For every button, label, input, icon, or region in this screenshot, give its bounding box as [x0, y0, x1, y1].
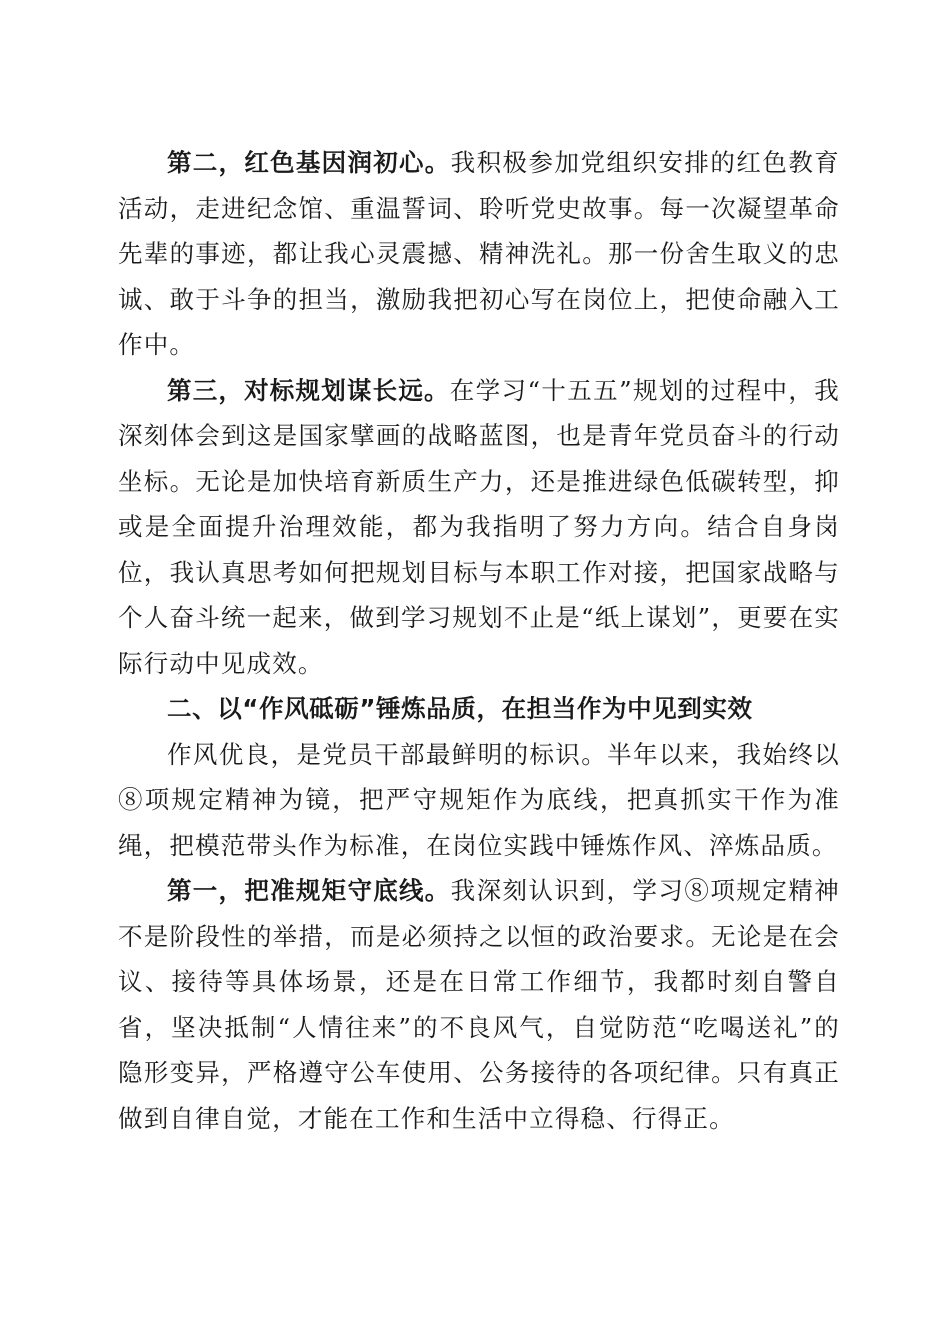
paragraph-body: 我积极参加党组织安排的红色教育活动，走进纪念馆、重温誓词、聆听党史故事。每一次凝望革命先辈的事迹，都让我心灵震撼、精神洗礼。那一份舍生取义的忠诚、敢于斗争的担当，激励我把初心写在岗位上，把使命融入工作中。 — [118, 148, 841, 359]
document-page — [118, 140, 840, 1141]
section-heading: 二、以“作风砥砺”锤炼品质，在担当作为中见到实效 — [167, 694, 753, 723]
paragraph-lead: 第二，红色基因润初心。 — [167, 148, 451, 177]
paragraph-body: 我深刻认识到，学习⑧项规定精神不是阶段性的举措，而是必须持之以恒的政治要求。无论是在会议、接待等具体场景，还是在日常工作细节，我都时刻自警自省，坚决抵制“人情往来”的不良风气，自觉防范“吃喝送礼”的隐形变异，严格遵守公车使用、公务接待的各项纪律。只有真正做到自律自觉，才能在工作和生活中立得稳、行得正。 — [118, 876, 841, 1133]
paragraph-lead: 第三，对标规划谋长远。 — [167, 375, 450, 405]
paragraph-lead: 第一，把准规矩守底线。 — [167, 876, 451, 905]
paragraph-body: 在学习“十五五”规划的过程中，我深刻体会到这是国家擘画的战略蓝图，也是青年党员奋斗的行动坐标。无论是加快培育新质生产力，还是推进绿色低碳转型，抑或是全面提升治理效能，都为我指明了努力方向。结合自身岗位，我认真思考如何把规划目标与本职工作对接，把国家战略与个人奋斗统一起来，做到学习规划不止是“纸上谋划”，更要在实际行动中见成效。 — [118, 375, 841, 678]
paragraph-first — [118, 868, 840, 1141]
intro-paragraph: 作风优良，是党员干部最鲜明的标识。半年以来，我始终以⑧项规定精神为镜，把严守规矩作为底线，把真抓实干作为准绳，把模范带头作为标准，在岗位实践中锤炼作风、淬炼品质。 — [118, 739, 840, 860]
paragraph-second — [118, 140, 840, 368]
paragraph-third — [118, 368, 840, 687]
